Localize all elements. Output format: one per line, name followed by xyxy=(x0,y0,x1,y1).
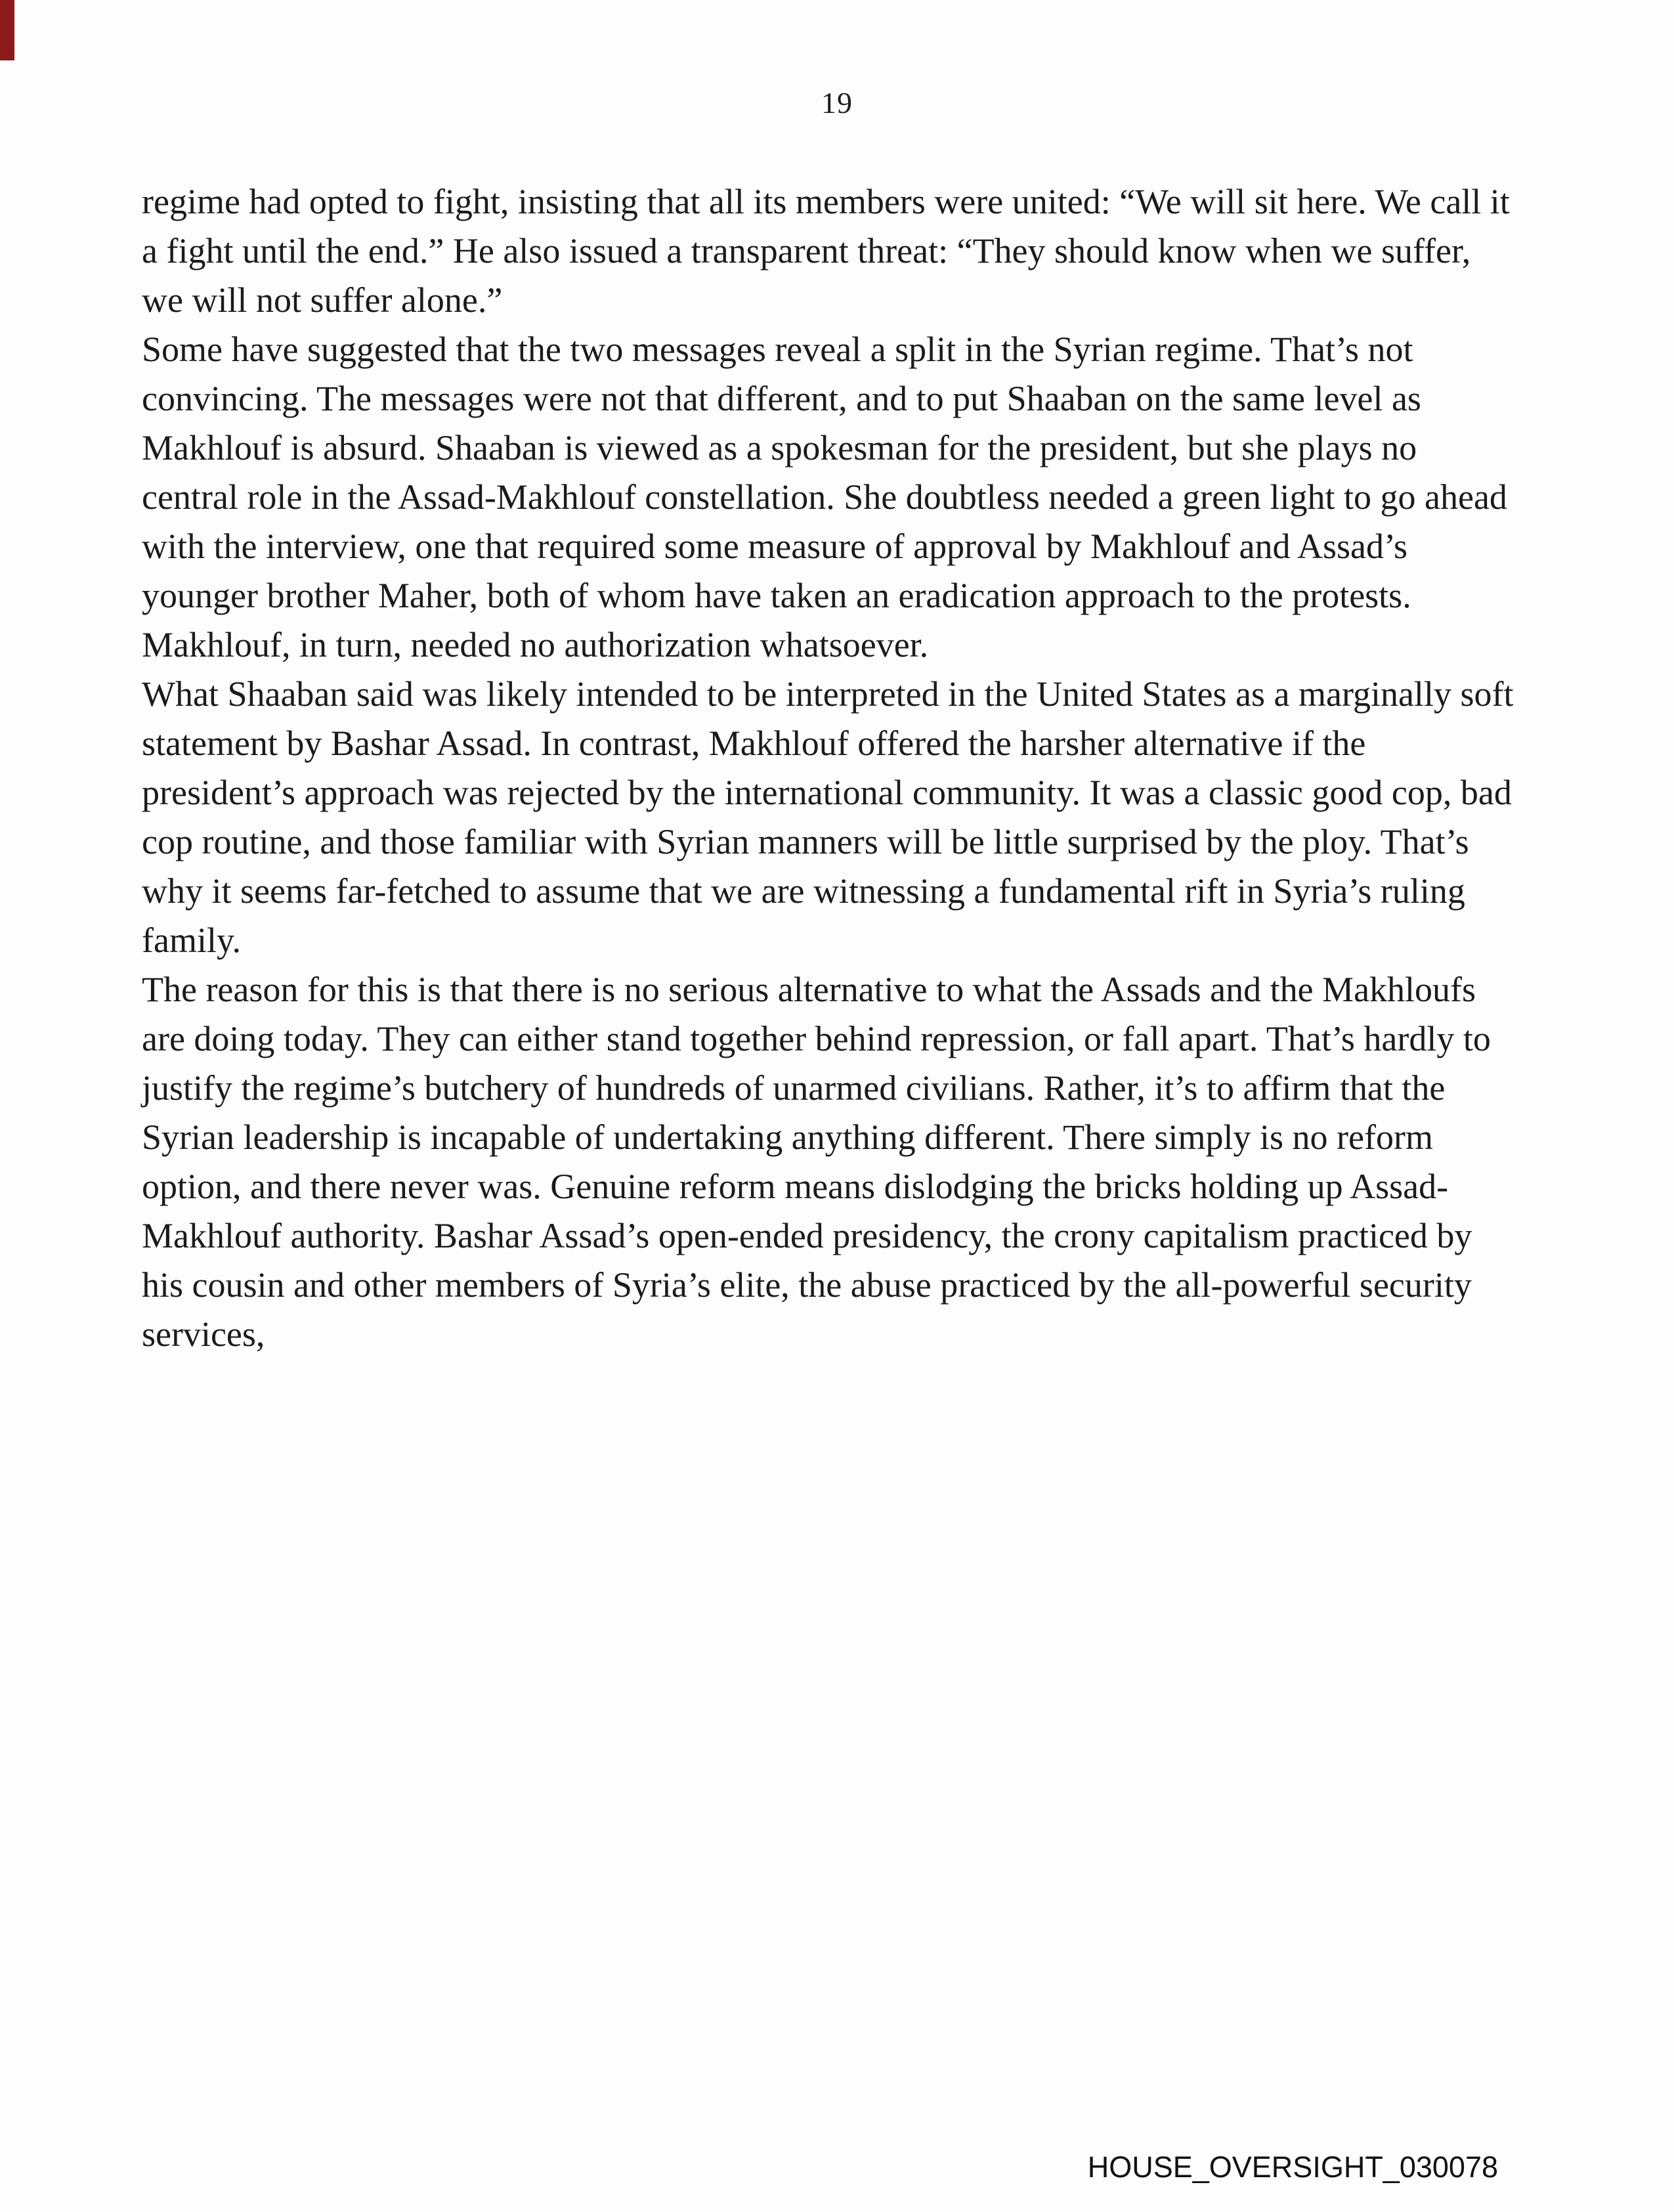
paragraph-1: regime had opted to fight, insisting that all its members were united: “We will sit here. We call it a fight until the end.” He also issued a transparent threat: “They should know when we suffer, we will not suffer alone.” xyxy=(142,182,1510,320)
paragraph-4: The reason for this is that there is no serious alternative to what the Assads and the Makhloufs are doing today. They can either stand together behind repression, or fall apart. That’s hardly to justify the regime’s butchery of hundreds of unarmed civilians. Rather, it’s to affirm that the Syrian leadership is incapable of undertaking anything different. There simply is no reform option, and there never was. Genuine reform means dislodging the bricks holding up Assad-Makhlouf authority. Bashar Assad’s open-ended presidency, the crony capitalism practiced by his cousin and other members of Syria’s elite, the abuse practiced by the all-powerful security services, xyxy=(142,970,1491,1354)
paragraph-2: Some have suggested that the two messages reveal a split in the Syrian regime. That’s not convincing. The messages were not that different, and to put Shaaban on the same level as Makhlouf is absurd. Shaaban is viewed as a spokesman for the president, but she plays no central role in the Assad-Makhlouf constellation. She doubtless needed a green light to go ahead with the interview, one that required some measure of approval by Makhlouf and Assad’s younger brother Maher, both of whom have taken an eradication approach to the protests. Makhlouf, in turn, needed no authorization whatsoever. xyxy=(142,330,1507,664)
page-number: 19 xyxy=(821,86,853,119)
document-text xyxy=(142,177,1517,1359)
bates-number: HOUSE_OVERSIGHT_030078 xyxy=(1087,2150,1498,2184)
scan-edge-artifact xyxy=(0,0,14,60)
paragraph-3: What Shaaban said was likely intended to be interpreted in the United States as a marginally soft statement by Bashar Assad. In contrast, Makhlouf offered the harsher alternative if the president’s approach was rejected by the international community. It was a classic good cop, bad cop routine, and those familiar with Syrian manners will be little surprised by the ploy. That’s why it seems far-fetched to assume that we are witnessing a fundamental rift in Syria’s ruling family. xyxy=(142,674,1514,960)
